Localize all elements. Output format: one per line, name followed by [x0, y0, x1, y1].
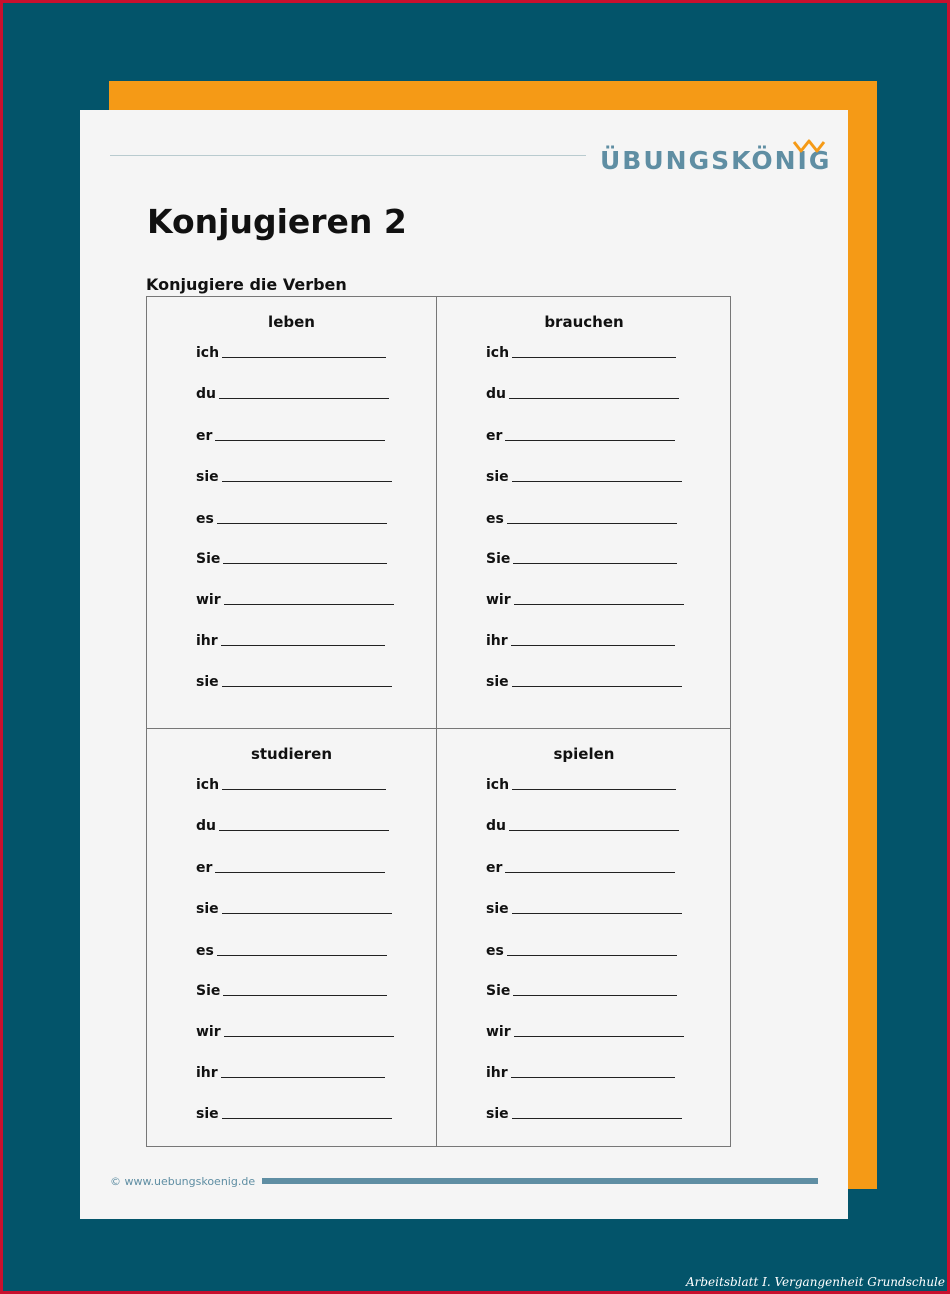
conjugation-row [196, 674, 392, 690]
answer-blank[interactable] [222, 789, 386, 790]
conjugation-row [196, 386, 389, 402]
answer-blank[interactable] [221, 645, 385, 646]
pronoun-label: sie [486, 469, 509, 485]
answer-blank[interactable] [217, 523, 387, 524]
conjugation-row [196, 1065, 385, 1081]
verb-heading: spielen [553, 745, 615, 763]
conjugation-row [196, 592, 394, 608]
pronoun-label: es [196, 943, 214, 959]
conjugation-row [486, 428, 675, 444]
pronoun-label: du [196, 386, 216, 402]
pronoun-label: sie [196, 1106, 219, 1122]
conjugation-row [486, 674, 682, 690]
answer-blank[interactable] [514, 604, 684, 605]
conjugation-row [196, 345, 386, 361]
conjugation-row [486, 469, 682, 485]
conjugation-row [196, 860, 385, 876]
conjugation-row [196, 943, 387, 959]
conjugation-row [486, 511, 677, 527]
conjugation-row [486, 345, 676, 361]
pronoun-label: ich [196, 777, 220, 793]
answer-blank[interactable] [217, 955, 387, 956]
answer-blank[interactable] [513, 995, 677, 996]
verb-box [437, 297, 731, 729]
pronoun-label: sie [486, 901, 509, 917]
conjugation-row [486, 551, 677, 567]
pronoun-label: es [486, 943, 504, 959]
answer-blank[interactable] [223, 563, 387, 564]
conjugation-row [196, 901, 392, 917]
pronoun-label: ich [486, 345, 510, 361]
answer-blank[interactable] [512, 913, 682, 914]
pronoun-label: ich [196, 345, 220, 361]
answer-blank[interactable] [219, 398, 389, 399]
conjugation-row [486, 633, 675, 649]
answer-blank[interactable] [215, 440, 385, 441]
pronoun-label: ich [486, 777, 510, 793]
conjugation-row [486, 901, 682, 917]
conjugation-row [486, 983, 677, 999]
conjugation-row [196, 633, 385, 649]
crown-icon [792, 138, 826, 156]
verb-box [147, 729, 437, 1147]
verb-heading: leben [268, 313, 315, 331]
answer-blank[interactable] [222, 686, 392, 687]
conjugation-row [196, 511, 387, 527]
answer-blank[interactable] [224, 1036, 394, 1037]
answer-blank[interactable] [222, 481, 392, 482]
answer-blank[interactable] [512, 686, 682, 687]
pronoun-label: sie [486, 1106, 509, 1122]
conjugation-grid [146, 296, 731, 1147]
pronoun-label: ihr [196, 633, 218, 649]
conjugation-row [486, 777, 676, 793]
answer-blank[interactable] [509, 398, 679, 399]
conjugation-row [196, 469, 392, 485]
answer-blank[interactable] [222, 1118, 392, 1119]
answer-blank[interactable] [224, 604, 394, 605]
pronoun-label: ihr [486, 633, 508, 649]
pronoun-label: Sie [196, 551, 221, 567]
answer-blank[interactable] [512, 1118, 682, 1119]
conjugation-row [196, 777, 386, 793]
answer-blank[interactable] [507, 955, 677, 956]
pronoun-label: es [486, 511, 504, 527]
answer-blank[interactable] [511, 645, 675, 646]
answer-blank[interactable] [215, 872, 385, 873]
pronoun-label: wir [486, 592, 511, 608]
footer-url: © www.uebungskoenig.de [110, 1175, 256, 1188]
footer-bar [262, 1178, 818, 1184]
pronoun-label: du [196, 818, 216, 834]
pronoun-label: du [486, 386, 506, 402]
answer-blank[interactable] [219, 830, 389, 831]
conjugation-row [486, 860, 675, 876]
answer-blank[interactable] [221, 1077, 385, 1078]
answer-blank[interactable] [512, 481, 682, 482]
answer-blank[interactable] [512, 357, 676, 358]
pronoun-label: er [486, 428, 503, 444]
pronoun-label: wir [196, 592, 221, 608]
pronoun-label: du [486, 818, 506, 834]
conjugation-row [196, 428, 385, 444]
conjugation-row [486, 592, 684, 608]
conjugation-row [486, 1024, 684, 1040]
pronoun-label: Sie [486, 551, 511, 567]
image-caption: Arbeitsblatt I. Vergangenheit Grundschule [685, 1275, 945, 1289]
brand-logo: ÜBUNGSKÖNIG [600, 146, 832, 175]
page-title: Konjugieren 2 [147, 202, 407, 241]
pronoun-label: sie [196, 674, 219, 690]
conjugation-row [486, 1065, 675, 1081]
answer-blank[interactable] [511, 1077, 675, 1078]
verb-heading: brauchen [544, 313, 624, 331]
pronoun-label: sie [196, 901, 219, 917]
pronoun-label: Sie [486, 983, 511, 999]
conjugation-row [196, 983, 387, 999]
answer-blank[interactable] [507, 523, 677, 524]
conjugation-row [196, 551, 387, 567]
answer-blank[interactable] [222, 357, 386, 358]
worksheet-page [80, 110, 848, 1219]
answer-blank[interactable] [514, 1036, 684, 1037]
pronoun-label: Sie [196, 983, 221, 999]
conjugation-row [486, 818, 679, 834]
instruction-text: Konjugiere die Verben [146, 275, 347, 294]
answer-blank[interactable] [513, 563, 677, 564]
conjugation-row [486, 943, 677, 959]
verb-heading: studieren [250, 745, 333, 763]
pronoun-label: er [196, 428, 213, 444]
answer-blank[interactable] [223, 995, 387, 996]
conjugation-row [196, 1024, 394, 1040]
answer-blank[interactable] [505, 440, 675, 441]
conjugation-row [196, 818, 389, 834]
conjugation-row [196, 1106, 392, 1122]
verb-box [147, 297, 437, 729]
conjugation-row [486, 1106, 682, 1122]
answer-blank[interactable] [509, 830, 679, 831]
pronoun-label: es [196, 511, 214, 527]
pronoun-label: ihr [486, 1065, 508, 1081]
pronoun-label: er [196, 860, 213, 876]
pronoun-label: sie [486, 674, 509, 690]
header-rule [110, 155, 586, 156]
conjugation-row [486, 386, 679, 402]
pronoun-label: ihr [196, 1065, 218, 1081]
verb-box [437, 729, 731, 1147]
pronoun-label: sie [196, 469, 219, 485]
pronoun-label: er [486, 860, 503, 876]
pronoun-label: wir [196, 1024, 221, 1040]
answer-blank[interactable] [505, 872, 675, 873]
pronoun-label: wir [486, 1024, 511, 1040]
answer-blank[interactable] [512, 789, 676, 790]
answer-blank[interactable] [222, 913, 392, 914]
